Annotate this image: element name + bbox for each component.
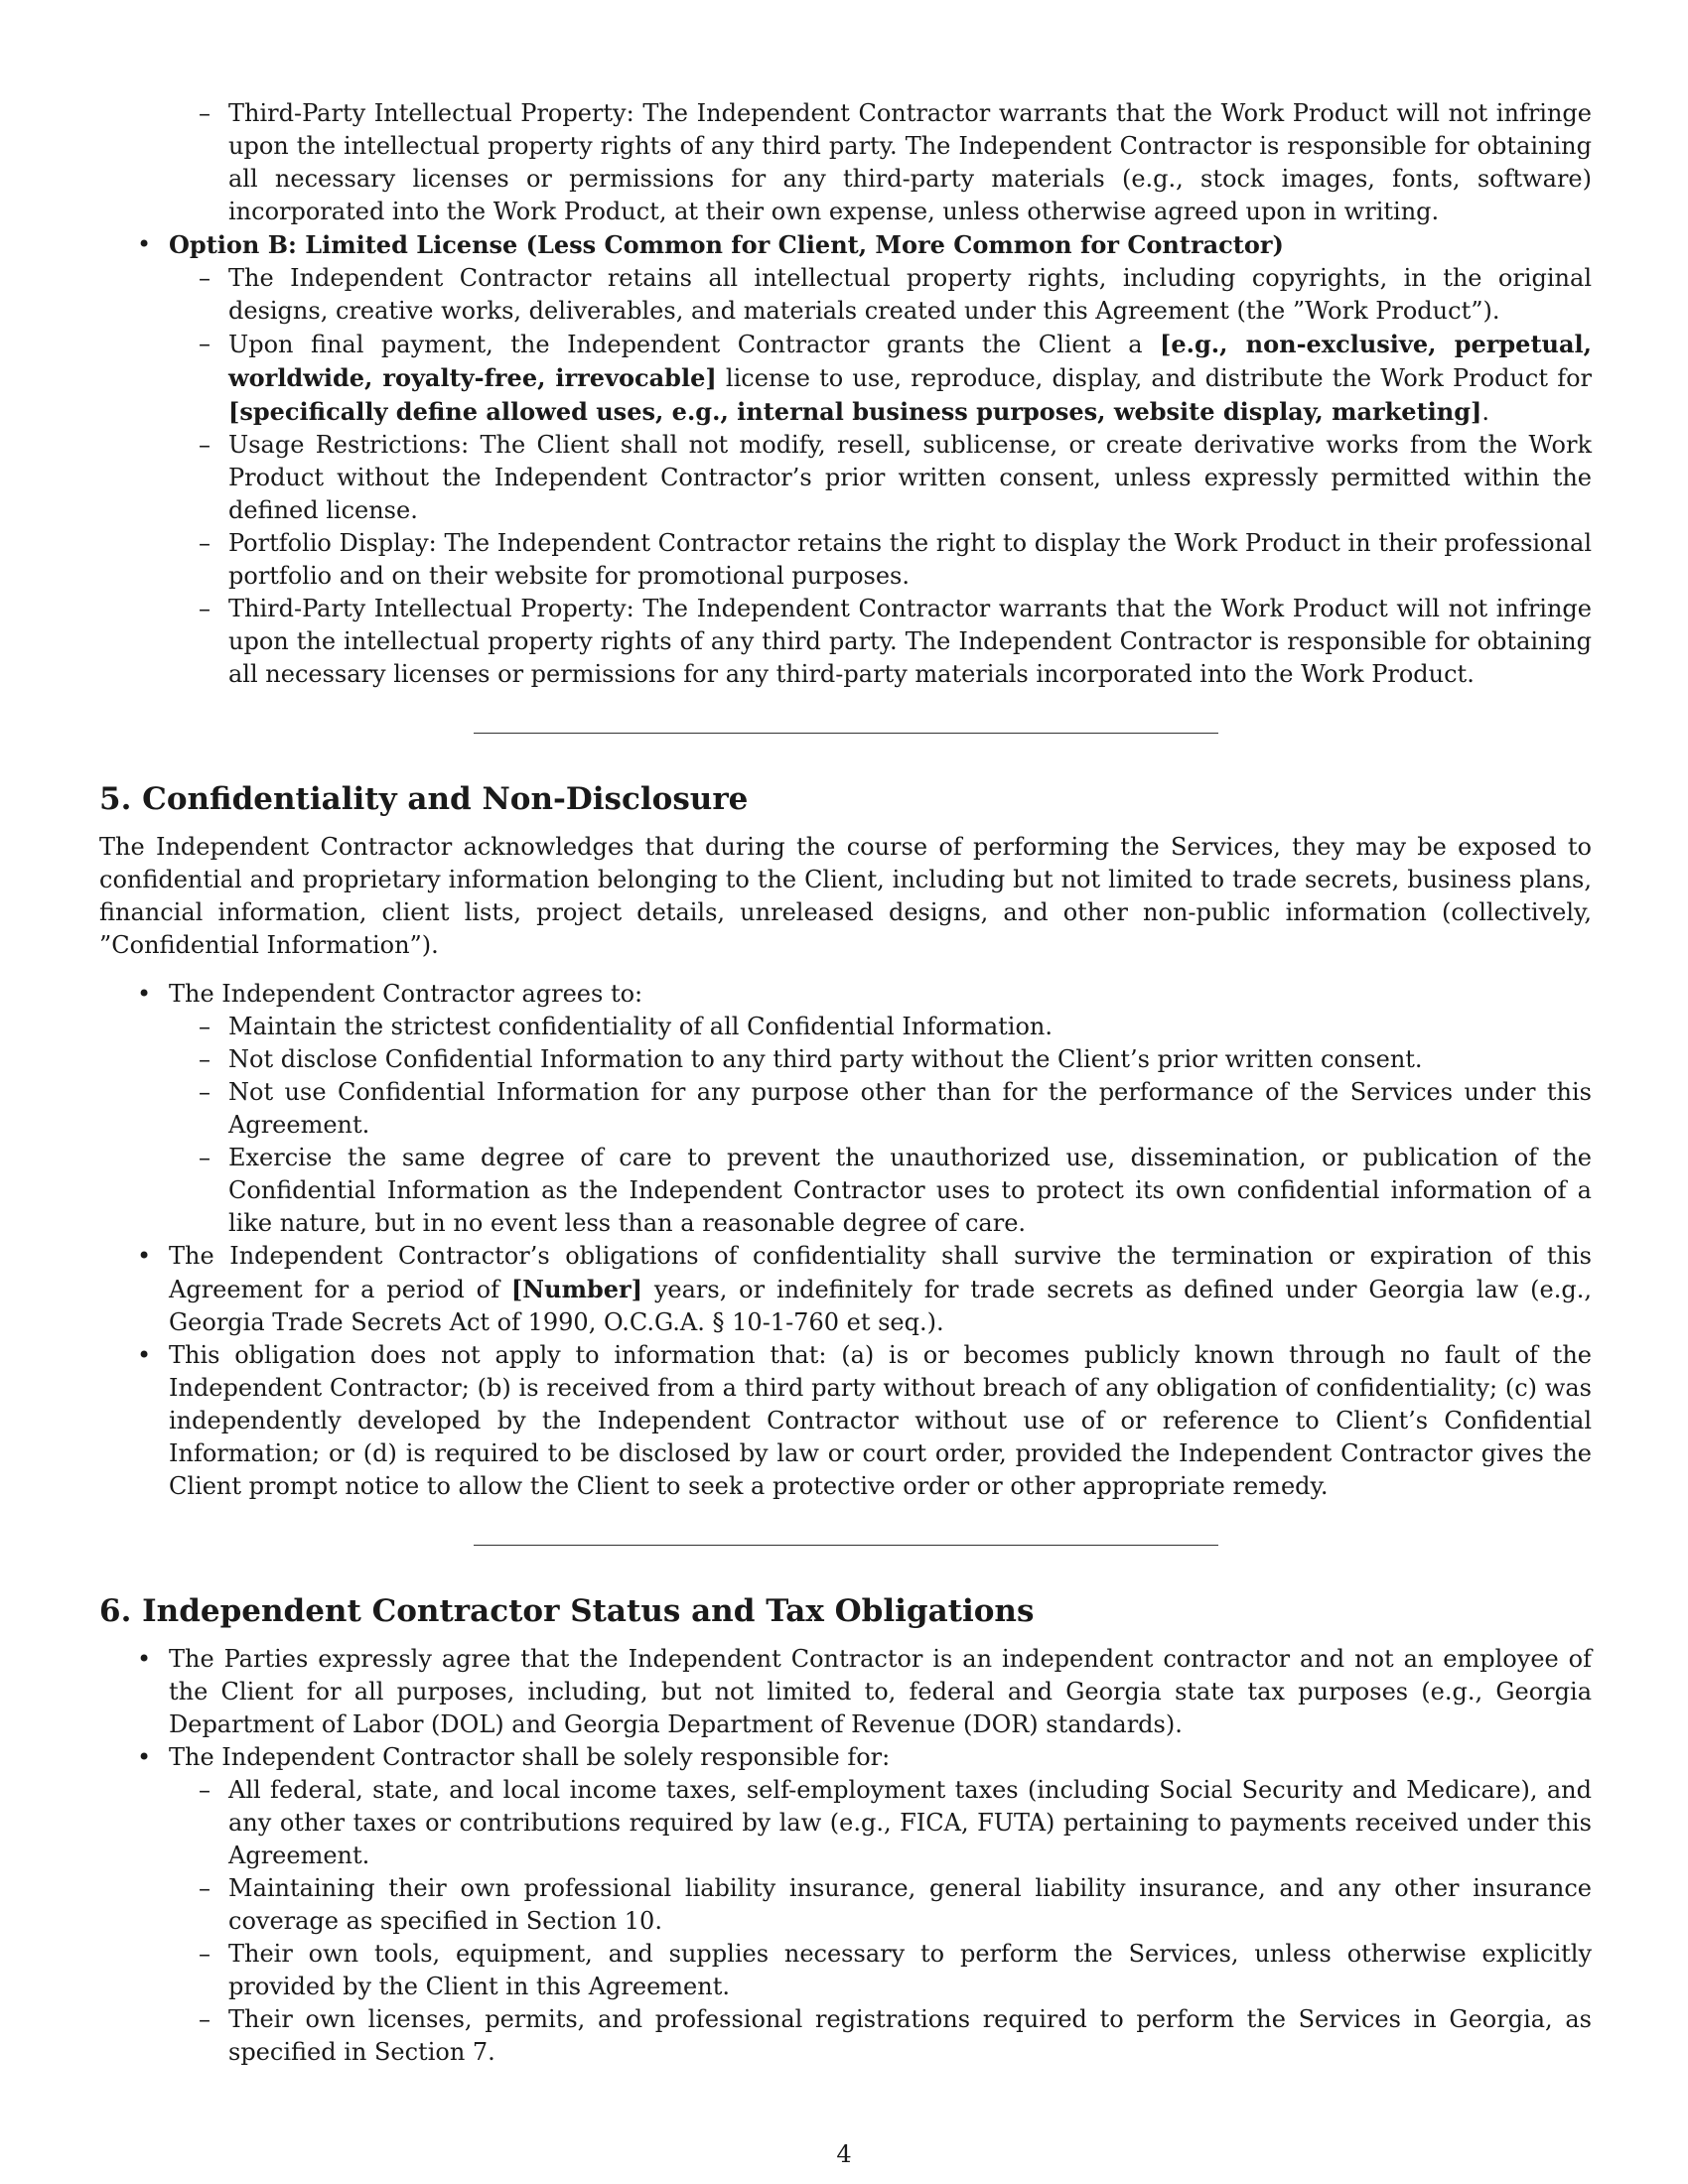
option-b-title: Option B: Limited License (Less Common for Client, More Common for Contractor): [169, 230, 1284, 259]
list-item: [99, 228, 1592, 691]
list-item: – Portfolio Display: The Independent Contractor retains the right to display the Work Product in their professional portfolio and on their website for promotional purposes.: [169, 527, 1592, 593]
list-item: – Third-Party Intellectual Property: The Independent Contractor warrants that the Work Product will not infringe upon the intellectual property rights of any third party. The Independent Contractor is responsible for obtaining all necessary licenses or permissions for any third-party materials (e.g., stock images, fonts, software) incorporated into the Work Product, at their own expense, unless otherwise agreed upon in writing.: [99, 97, 1592, 228]
list-item: • This obligation does not apply to information that: (a) is or becomes publicly known through no fault of the Independent Contractor; (b) is received from a third party without breach of any obligation of confidentiality; (c) was independently developed by the Independent Contractor without use of or reference to Client’s Confidential Information; or (d) is required to be disclosed by law or court order, provided the Independent Contractor gives the Client prompt notice to allow the Client to seek a protective order or other appropriate remedy.: [99, 1339, 1592, 1503]
document-page: [99, 97, 1592, 2069]
list-item: – The Independent Contractor retains all intellectual property rights, including copyrights, in the original designs, creative works, deliverables, and materials created under this Agreement (the ”Work Product”).: [169, 262, 1592, 328]
text-run: Upon final payment, the Independent Contractor grants the Client a: [228, 331, 1160, 358]
list-item: – Their own licenses, permits, and professional registrations required to perform the Services in Georgia, as specified in Section 7.: [169, 2003, 1592, 2069]
text-run: The Independent Contractor’s obligations of confidentiality shall survive the termination or expiration of this Agreement for a period of: [169, 1242, 1592, 1303]
section-5-heading: 5. Confidentiality and Non-Disclosure: [99, 781, 749, 817]
text-run: license to use, reproduce, display, and distribute the Work Product for: [716, 364, 1593, 392]
list-item: [99, 978, 1592, 1240]
page-number: 4: [836, 2140, 852, 2168]
text-run: The Independent Contractor shall be solely responsible for:: [169, 1743, 891, 1771]
option-b-list: [99, 228, 1592, 691]
list-item: • The Parties expressly agree that the Independent Contractor is an independent contractor and not an employee of the Client for all purposes, including, but not limited to, federal and Georgia state tax purposes (e.g., Georgia Department of Labor (DOL) and Georgia Department of Revenue (DOR) standards).: [99, 1643, 1592, 1741]
section-5-list: [99, 978, 1592, 1503]
list-item: – Not use Confidential Information for any purpose other than for the performance of the Services under this Agreement.: [169, 1076, 1592, 1142]
section-6-list: [99, 1643, 1592, 2069]
list-item: – Exercise the same degree of care to prevent the unauthorized use, dissemination, or publication of the Confidential Information as the Independent Contractor uses to protect its own confidential information of a like nature, but in no event less than a reasonable degree of care.: [169, 1142, 1592, 1240]
placeholder-allowed-uses: [specifically define allowed uses, e.g., internal business purposes, website display, marketing]: [228, 397, 1482, 426]
list-item: [99, 1240, 1592, 1339]
option-b-sublist: [169, 262, 1592, 691]
section-5-intro: The Independent Contractor acknowledges that during the course of performing the Services, they may be exposed to confidential and proprietary information belonging to the Client, including but not limited to trade secrets, business plans, financial information, client lists, project details, unreleased designs, and other non-public information (collectively, ”Confidential Information”).: [99, 833, 1592, 959]
list-item: – All federal, state, and local income taxes, self-employment taxes (including Social Security and Medicare), and any other taxes or contributions required by law (e.g., FICA, FUTA) pertaining to payments received under this Agreement.: [169, 1774, 1592, 1872]
placeholder-number: [Number]: [510, 1275, 643, 1303]
list-item: – Usage Restrictions: The Client shall not modify, resell, sublicense, or create derivative works from the Work Product without the Independent Contractor’s prior written consent, unless expressly permitted within the defined license.: [169, 429, 1592, 527]
list-item: – Not disclose Confidential Information to any third party without the Client’s prior written consent.: [169, 1043, 1592, 1076]
list-item: – Maintain the strictest confidentiality of all Confidential Information.: [169, 1011, 1592, 1043]
text-run: .: [1481, 398, 1490, 426]
list-item: – Their own tools, equipment, and supplies necessary to perform the Services, unless otherwise explicitly provided by the Client in this Agreement.: [169, 1938, 1592, 2003]
placeholder-license-terms: [e.g., non-exclusive, perpetual, worldwide, royalty-free, irrevocable]: [228, 330, 1592, 392]
list-item: [169, 328, 1592, 429]
section-6-sublist: [169, 1774, 1592, 2069]
text-run: The Independent Contractor agrees to:: [169, 980, 643, 1008]
text-run: years, or indefinitely for trade secrets as defined under Georgia law (e.g., Georgia Trade Secrets Act of 1990, O.C.G.A. § 10-1-760 et seq.).: [169, 1276, 1593, 1336]
list-item: – Maintaining their own professional liability insurance, general liability insurance, and any other insurance coverage as specified in Section 10.: [169, 1872, 1592, 1938]
section-5-sublist: [169, 1011, 1592, 1240]
section-6-heading: 6. Independent Contractor Status and Tax Obligations: [99, 1593, 1035, 1629]
list-item: – Third-Party Intellectual Property: The Independent Contractor warrants that the Work Product will not infringe upon the intellectual property rights of any third party. The Independent Contractor is responsible for obtaining all necessary licenses or permissions for any third-party materials incorporated into the Work Product.: [169, 593, 1592, 691]
ip-list-continued: [99, 97, 1592, 228]
list-item: [99, 1741, 1592, 2069]
